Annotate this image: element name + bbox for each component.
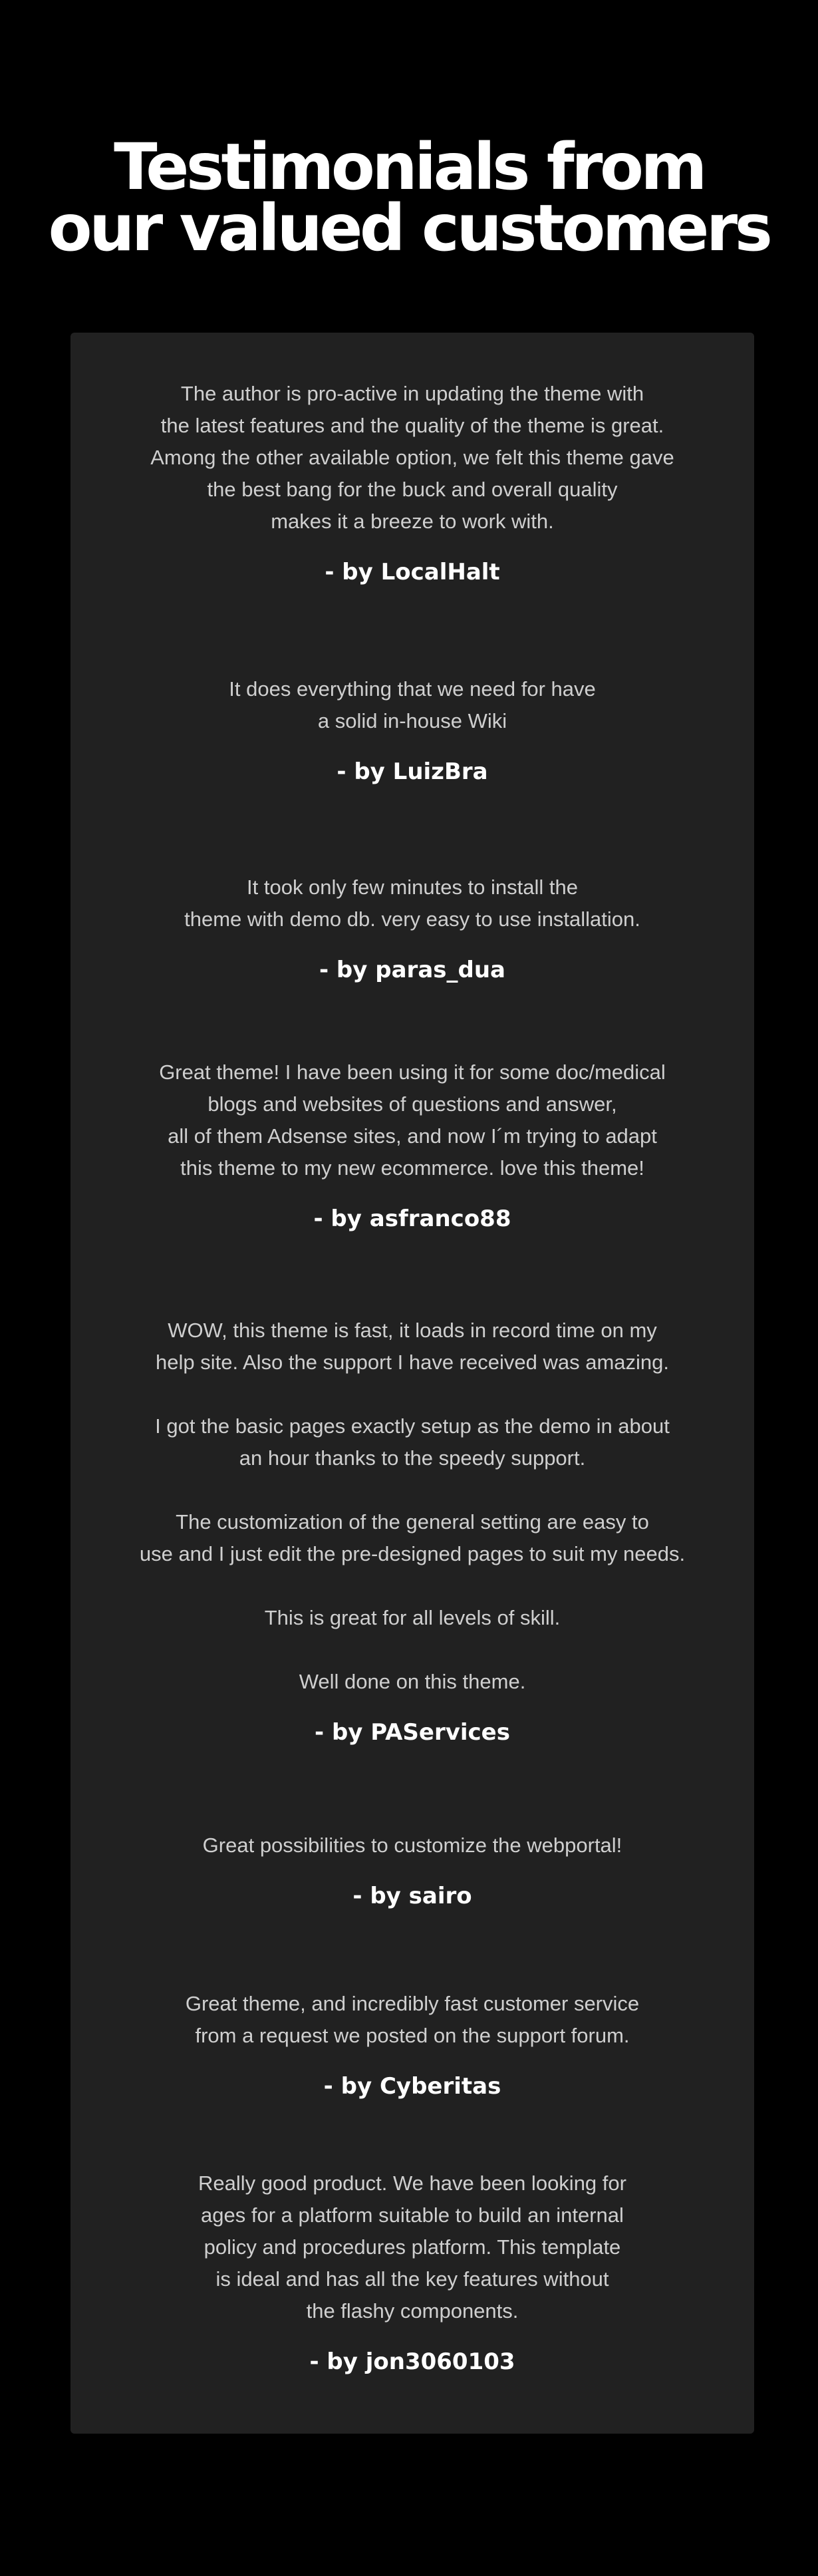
quote-line: ages for a platform suitable to build an internal	[201, 2203, 624, 2227]
testimonial-paragraph	[70, 673, 754, 737]
quote-line: the latest features and the quality of the theme is great.	[160, 414, 664, 437]
quote-line: I got the basic pages exactly setup as the demo in about	[155, 1414, 670, 1438]
testimonial-paragraph	[70, 872, 754, 935]
quote-line: It took only few minutes to install the	[247, 876, 578, 899]
testimonial-quote	[70, 1315, 754, 1698]
testimonial-paragraph	[70, 1602, 754, 1634]
quote-line: all of them Adsense sites, and now I´m trying to adapt	[168, 1124, 657, 1148]
page-title	[0, 130, 818, 265]
quote-line: Great theme! I have been using it for some doc/medical	[159, 1060, 666, 1084]
quote-line: Great possibilities to customize the webportal!	[202, 1834, 622, 1857]
quote-line: makes it a breeze to work with.	[271, 510, 554, 533]
quote-line: an hour thanks to the speedy support.	[239, 1446, 586, 1470]
quote-line: theme with demo db. very easy to use installation.	[184, 907, 640, 931]
testimonial-author: - by PAServices	[315, 1719, 510, 1746]
testimonial-author: - by asfranco88	[313, 1206, 511, 1232]
testimonial-author: - by Cyberitas	[323, 2073, 501, 2100]
testimonial-author: - by sairo	[352, 1883, 472, 1909]
quote-line: blogs and websites of questions and answer,	[207, 1092, 617, 1116]
testimonial-paragraph	[70, 1315, 754, 1378]
testimonial-quote	[70, 1988, 754, 2052]
testimonial-item	[70, 2168, 754, 2376]
quote-line: use and I just edit the pre-designed pages to suit my needs.	[139, 1542, 686, 1565]
quote-line: the flashy components.	[306, 2299, 519, 2323]
testimonial-item	[70, 1315, 754, 1747]
testimonial-paragraph	[70, 1056, 754, 1184]
testimonial-author: - by jon3060103	[309, 2348, 515, 2375]
testimonial-paragraph	[70, 2168, 754, 2327]
page-title-line: our valued customers	[48, 191, 770, 265]
quote-line: Well done on this theme.	[299, 1670, 526, 1693]
quote-line: The author is pro-active in updating the theme with	[180, 382, 644, 405]
testimonial-item	[70, 1056, 754, 1233]
testimonial-paragraph	[70, 1666, 754, 1698]
testimonial-item	[70, 872, 754, 985]
testimonial-paragraph	[70, 1506, 754, 1570]
quote-line: Among the other available option, we felt this theme gave	[150, 446, 674, 469]
testimonial-author: - by LocalHalt	[325, 559, 500, 585]
testimonial-item	[70, 378, 754, 587]
quote-line: WOW, this theme is fast, it loads in record time on my	[168, 1319, 657, 1342]
testimonial-paragraph	[70, 1988, 754, 2052]
testimonial-quote	[70, 1830, 754, 1861]
quote-line: is ideal and has all the key features without	[215, 2267, 609, 2291]
testimonial-author: - by LuizBra	[337, 758, 488, 785]
quote-line: this theme to my new ecommerce. love this theme!	[180, 1156, 644, 1180]
quote-line: Really good product. We have been looking for	[198, 2172, 626, 2195]
quote-line: the best bang for the buck and overall quality	[207, 478, 618, 501]
quote-line: It does everything that we need for have	[229, 677, 596, 701]
testimonial-item	[70, 1830, 754, 1911]
testimonial-paragraph	[70, 1830, 754, 1861]
quote-line: from a request we posted on the support forum.	[195, 2024, 630, 2047]
testimonial-quote	[70, 2168, 754, 2327]
testimonials-card	[70, 333, 754, 2434]
testimonial-paragraph	[70, 1410, 754, 1474]
quote-line: help site. Also the support I have received was amazing.	[156, 1351, 669, 1374]
testimonial-item	[70, 673, 754, 786]
testimonial-item	[70, 1988, 754, 2101]
quote-line: a solid in-house Wiki	[317, 709, 507, 732]
testimonial-quote	[70, 673, 754, 737]
testimonial-author: - by paras_dua	[319, 957, 505, 983]
page-title-line: Testimonials from	[114, 130, 704, 204]
testimonial-quote	[70, 1056, 754, 1184]
quote-line: This is great for all levels of skill.	[264, 1606, 561, 1629]
quote-line: policy and procedures platform. This template	[204, 2235, 621, 2259]
testimonial-quote	[70, 378, 754, 538]
testimonial-quote	[70, 872, 754, 935]
quote-line: The customization of the general setting are easy to	[176, 1510, 649, 1533]
quote-line: Great theme, and incredibly fast customer service	[185, 1992, 640, 2015]
testimonial-paragraph	[70, 378, 754, 538]
